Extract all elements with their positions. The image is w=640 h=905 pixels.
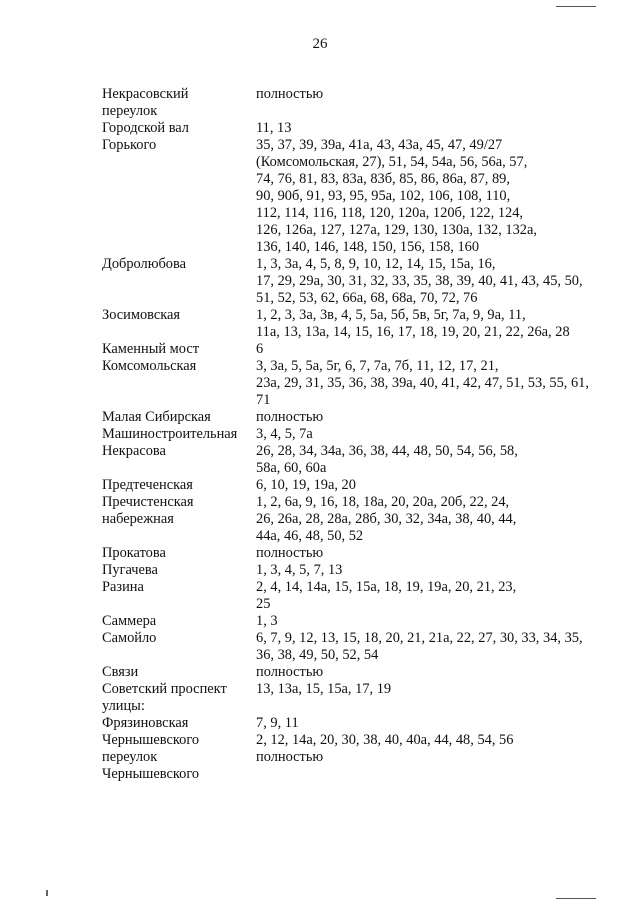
house-numbers-line: 26, 26а, 28, 28а, 28б, 30, 32, 34а, 38, 40, 44, [256, 511, 517, 527]
house-numbers-line: 36, 38, 49, 50, 52, 54 [256, 647, 379, 663]
listing-row [102, 715, 612, 732]
margin-speck [46, 890, 48, 896]
house-numbers-line: 1, 2, 3, 3а, 3в, 4, 5, 5а, 5б, 5в, 5г, 7а, 9, 9а, 11, [256, 307, 526, 323]
listing-row [102, 494, 612, 545]
street-name-line: переулок [102, 749, 158, 765]
street-name-line: Чернышевского [102, 732, 200, 748]
house-numbers-line: 26, 28, 34, 34а, 36, 38, 44, 48, 50, 54, 56, 58, [256, 443, 518, 459]
house-numbers [256, 426, 612, 443]
street-name [102, 256, 256, 307]
street-name-line: набережная [102, 511, 174, 527]
house-numbers-line: 1, 2, 6а, 9, 16, 18, 18а, 20, 20а, 20б, 22, 24, [256, 494, 510, 510]
house-numbers-line: полностью [256, 409, 324, 425]
listing-row [102, 256, 612, 307]
street-name [102, 409, 256, 426]
house-numbers [256, 307, 612, 341]
house-numbers [256, 630, 612, 664]
listing-row [102, 579, 612, 613]
street-name [102, 86, 256, 120]
listing-row [102, 681, 612, 715]
house-numbers-line: 13, 13а, 15, 15а, 17, 19 [256, 681, 392, 697]
house-numbers-line: 23а, 29, 31, 35, 36, 38, 39а, 40, 41, 42, 47, 51, 53, 55, 61, [256, 375, 589, 391]
street-house-listing [102, 86, 612, 783]
street-name-line: Самойло [102, 630, 157, 646]
street-name-line: Зосимовская [102, 307, 181, 323]
house-numbers-line: 2, 12, 14а, 20, 30, 38, 40, 40а, 44, 48, 54, 56 [256, 732, 514, 748]
house-numbers [256, 579, 612, 613]
street-name-line: Добролюбова [102, 256, 186, 272]
street-name [102, 358, 256, 409]
house-numbers-line: 1, 3, 4, 5, 7, 13 [256, 562, 343, 578]
listing-row [102, 443, 612, 477]
street-name-line: Разина [102, 579, 144, 595]
house-numbers [256, 86, 612, 120]
street-name [102, 443, 256, 477]
street-name [102, 562, 256, 579]
street-name [102, 732, 256, 783]
street-name [102, 120, 256, 137]
house-numbers-line: 11а, 13, 13а, 14, 15, 16, 17, 18, 19, 20, 21, 22, 26а, 28 [256, 324, 570, 340]
house-numbers-line: 6, 7, 9, 12, 13, 15, 18, 20, 21, 21а, 22, 27, 30, 33, 34, 35, [256, 630, 583, 646]
street-name-line: Некрасовский [102, 86, 189, 102]
listing-row [102, 358, 612, 409]
house-numbers [256, 494, 612, 545]
house-numbers [256, 358, 612, 409]
street-name [102, 715, 256, 732]
listing-row [102, 307, 612, 341]
house-numbers [256, 613, 612, 630]
house-numbers [256, 443, 612, 477]
listing-row [102, 613, 612, 630]
house-numbers-line: (Комсомольская, 27), 51, 54, 54а, 56, 56а, 57, [256, 154, 528, 170]
street-name [102, 664, 256, 681]
house-numbers [256, 545, 612, 562]
top-edge-mark [556, 6, 596, 7]
street-name-line: Малая Сибирская [102, 409, 211, 425]
listing-row [102, 137, 612, 256]
house-numbers-line: 51, 52, 53, 62, 66а, 68, 68а, 70, 72, 76 [256, 290, 478, 306]
house-numbers-line: 74, 76, 81, 83, 83а, 83б, 85, 86, 86а, 87, 89, [256, 171, 510, 187]
house-numbers [256, 664, 612, 681]
listing-row [102, 341, 612, 358]
street-name-line: Фрязиновская [102, 715, 189, 731]
street-name [102, 307, 256, 341]
street-name-line: переулок [102, 103, 158, 119]
house-numbers [256, 681, 612, 715]
page-number: 26 [312, 36, 328, 52]
house-numbers [256, 120, 612, 137]
street-name [102, 341, 256, 358]
street-name [102, 630, 256, 664]
listing-row [102, 477, 612, 494]
house-numbers-line: полностью [256, 664, 324, 680]
listing-row [102, 664, 612, 681]
house-numbers-line: 136, 140, 146, 148, 150, 156, 158, 160 [256, 239, 480, 255]
house-numbers-line: 11, 13 [256, 120, 292, 136]
listing-row [102, 120, 612, 137]
house-numbers [256, 477, 612, 494]
house-numbers-line: 35, 37, 39, 39а, 41а, 43, 43а, 45, 47, 49/27 [256, 137, 503, 153]
street-name-line: улицы: [102, 698, 145, 714]
street-name-line: Пугачева [102, 562, 158, 578]
street-name [102, 545, 256, 562]
house-numbers-line: 2, 4, 14, 14а, 15, 15а, 18, 19, 19а, 20, 21, 23, [256, 579, 517, 595]
house-numbers-line: полностью [256, 749, 324, 765]
house-numbers-line: 1, 3, 3а, 4, 5, 8, 9, 10, 12, 14, 15, 15а, 16, [256, 256, 496, 272]
listing-row [102, 562, 612, 579]
street-name-line: Пречистенская [102, 494, 194, 510]
street-name [102, 613, 256, 630]
house-numbers [256, 341, 612, 358]
listing-row [102, 630, 612, 664]
house-numbers-line: 7, 9, 11 [256, 715, 299, 731]
house-numbers-line: 17, 29, 29а, 30, 31, 32, 33, 35, 38, 39, 40, 41, 43, 45, 50, [256, 273, 583, 289]
street-name [102, 477, 256, 494]
house-numbers [256, 137, 612, 256]
street-name-line: Прокатова [102, 545, 166, 561]
listing-row [102, 409, 612, 426]
street-name [102, 137, 256, 256]
house-numbers-line: полностью [256, 545, 324, 561]
street-name [102, 681, 256, 715]
bottom-edge-mark [556, 898, 596, 899]
street-name-line: Предтеченская [102, 477, 193, 493]
house-numbers [256, 562, 612, 579]
street-name-line: Саммера [102, 613, 157, 629]
house-numbers-line: 58а, 60, 60а [256, 460, 327, 476]
house-numbers-line: 3, 4, 5, 7а [256, 426, 313, 442]
street-name-line: Чернышевского [102, 766, 200, 782]
street-name-line: Каменный мост [102, 341, 199, 357]
house-numbers [256, 732, 612, 783]
street-name-line: Городской вал [102, 120, 189, 136]
house-numbers-line: 90, 90б, 91, 93, 95, 95а, 102, 106, 108, 110, [256, 188, 511, 204]
listing-row [102, 545, 612, 562]
house-numbers-line: 3, 3а, 5, 5а, 5г, 6, 7, 7а, 7б, 11, 12, 17, 21, [256, 358, 499, 374]
street-name-line: Комсомольская [102, 358, 197, 374]
house-numbers-line: 112, 114, 116, 118, 120, 120а, 120б, 122, 124, [256, 205, 524, 221]
street-name-line: Советский проспект [102, 681, 227, 697]
listing-row [102, 86, 612, 120]
street-name-line: Машиностроительная [102, 426, 238, 442]
house-numbers-line: 6, 10, 19, 19а, 20 [256, 477, 356, 493]
house-numbers [256, 715, 612, 732]
street-name-line: Некрасова [102, 443, 166, 459]
street-name [102, 426, 256, 443]
house-numbers-line: 71 [256, 392, 271, 408]
listing-row [102, 426, 612, 443]
house-numbers [256, 256, 612, 307]
street-name-line: Связи [102, 664, 139, 680]
street-name [102, 579, 256, 613]
house-numbers-line: 25 [256, 596, 271, 612]
house-numbers-line: 6 [256, 341, 264, 357]
house-numbers-line: 44а, 46, 48, 50, 52 [256, 528, 364, 544]
house-numbers-line: 126, 126а, 127, 127а, 129, 130, 130а, 132, 132а, [256, 222, 537, 238]
house-numbers [256, 409, 612, 426]
street-name [102, 494, 256, 545]
house-numbers-line: полностью [256, 86, 324, 102]
listing-row [102, 732, 612, 783]
house-numbers-line: 1, 3 [256, 613, 278, 629]
street-name-line: Горького [102, 137, 157, 153]
